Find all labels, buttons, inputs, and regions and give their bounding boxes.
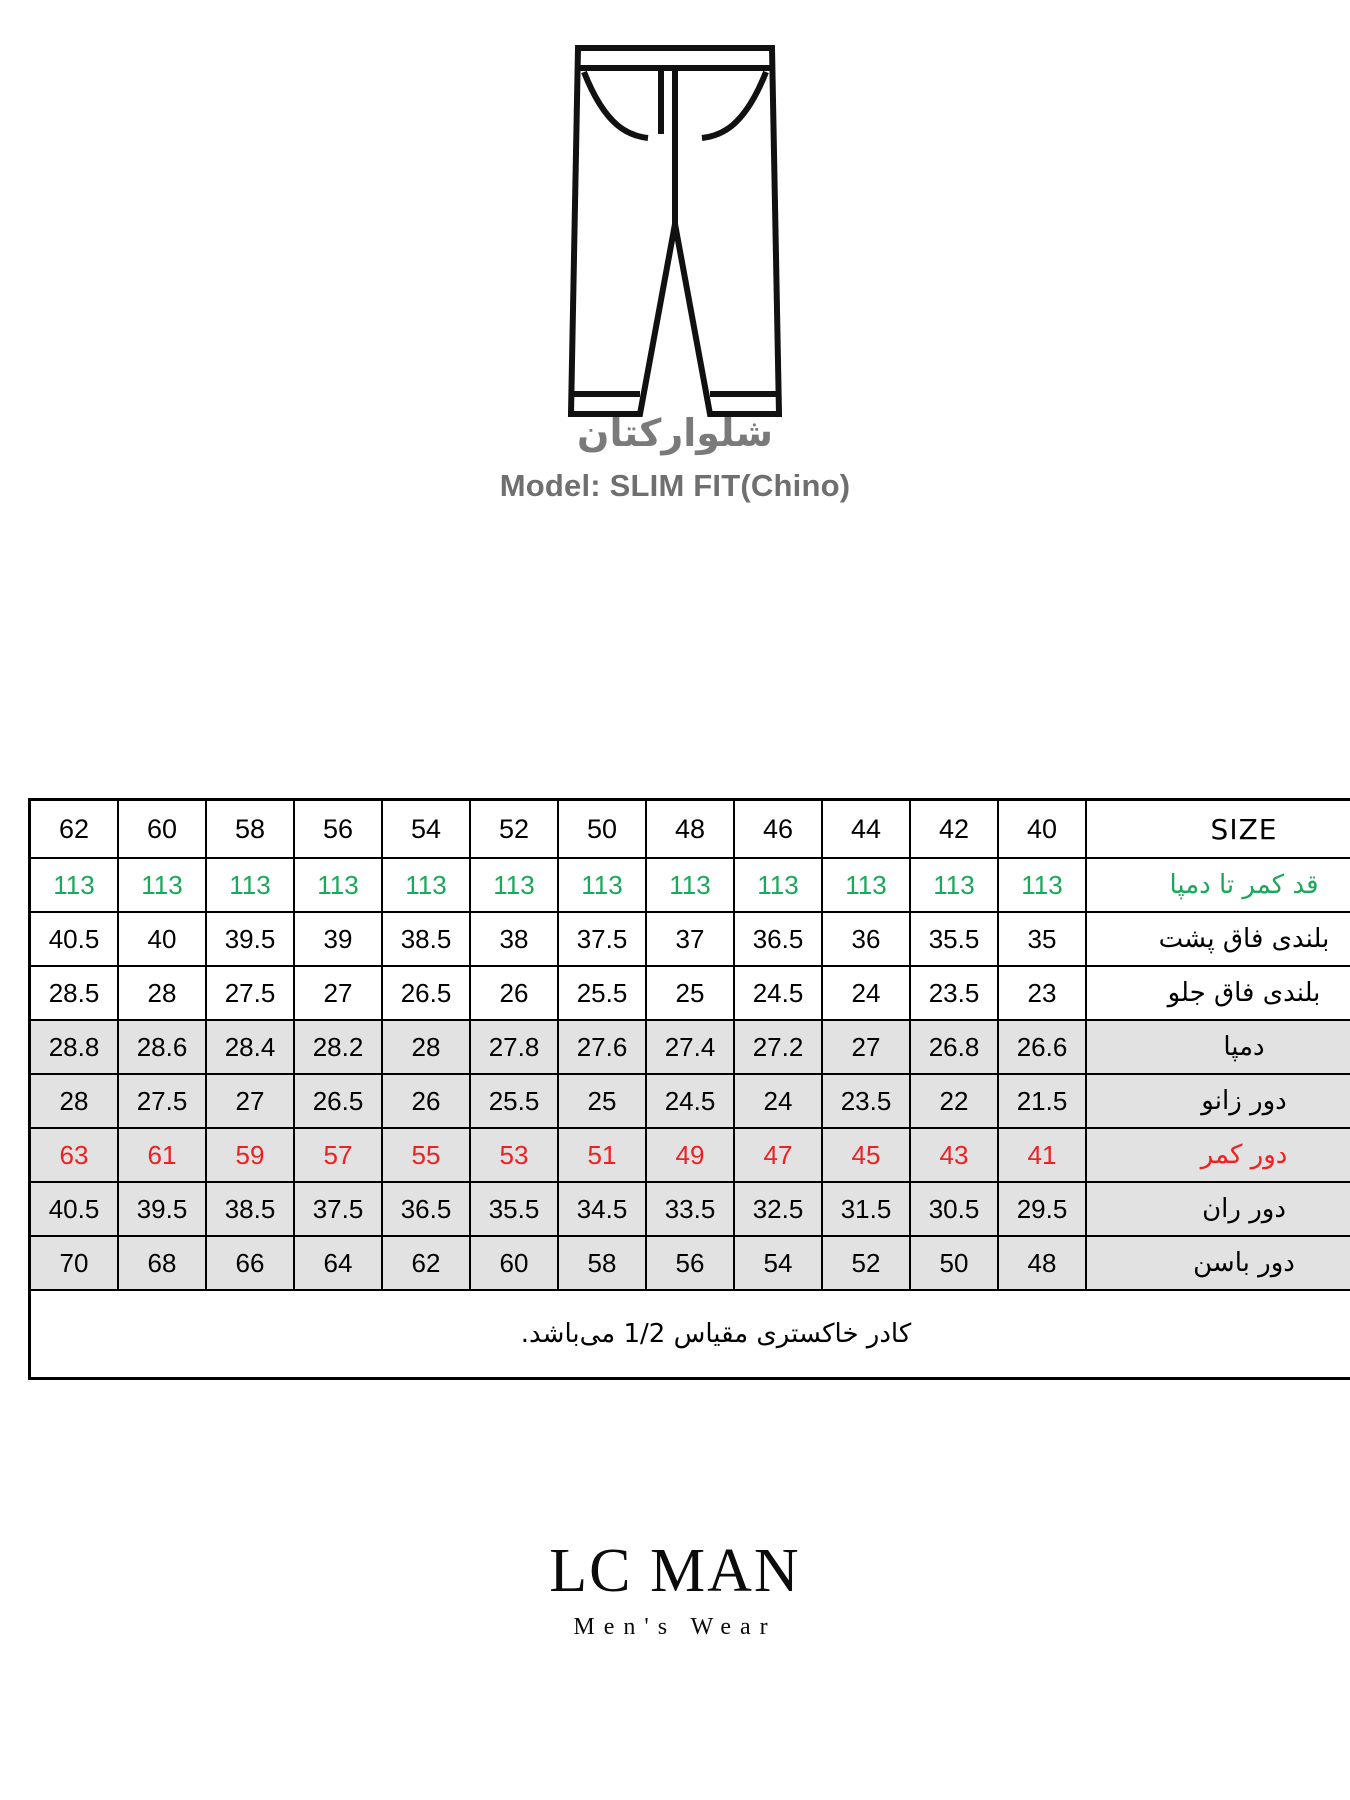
measure-cell: 64 <box>294 1236 382 1290</box>
measure-cell: 40 <box>118 912 206 966</box>
measure-cell: 22 <box>910 1074 998 1128</box>
brand-logo <box>0 1537 1350 1641</box>
header-size-cell: 46 <box>734 800 822 859</box>
header-size-cell: 54 <box>382 800 470 859</box>
measure-cell: 49 <box>646 1128 734 1182</box>
measure-cell: 113 <box>822 858 910 912</box>
size-table-wrapper <box>28 798 1330 1380</box>
measure-cell: 23 <box>998 966 1086 1020</box>
measure-cell: 113 <box>206 858 294 912</box>
measure-cell: 43 <box>910 1128 998 1182</box>
measure-cell: 113 <box>294 858 382 912</box>
measure-cell: 27 <box>294 966 382 1020</box>
measure-cell: 52 <box>822 1236 910 1290</box>
pants-illustration <box>0 0 1350 400</box>
measure-cell: 27.6 <box>558 1020 646 1074</box>
measure-cell: 40.5 <box>30 912 119 966</box>
measure-cell: 23.5 <box>910 966 998 1020</box>
table-row <box>30 1182 1350 1236</box>
header-size-label: SIZE <box>1086 800 1350 859</box>
measure-cell: 30.5 <box>910 1182 998 1236</box>
measure-cell: 24 <box>822 966 910 1020</box>
measure-cell: 27.8 <box>470 1020 558 1074</box>
table-row <box>30 966 1350 1020</box>
measure-cell: 26.8 <box>910 1020 998 1074</box>
header-size-cell: 60 <box>118 800 206 859</box>
measure-cell: 51 <box>558 1128 646 1182</box>
header-size-cell: 44 <box>822 800 910 859</box>
measure-cell: 28.2 <box>294 1020 382 1074</box>
measure-cell: 61 <box>118 1128 206 1182</box>
measure-cell: 36.5 <box>382 1182 470 1236</box>
measure-cell: 50 <box>910 1236 998 1290</box>
measure-cell: 36 <box>822 912 910 966</box>
header-size-cell: 42 <box>910 800 998 859</box>
measure-cell: 28.4 <box>206 1020 294 1074</box>
measure-cell: 113 <box>734 858 822 912</box>
measure-cell: 55 <box>382 1128 470 1182</box>
measure-cell: 113 <box>30 858 119 912</box>
measure-cell: 54 <box>734 1236 822 1290</box>
measure-cell: 27.5 <box>118 1074 206 1128</box>
measure-cell: 26 <box>382 1074 470 1128</box>
measure-cell: 25 <box>558 1074 646 1128</box>
table-row <box>30 1074 1350 1128</box>
measure-cell: 63 <box>30 1128 119 1182</box>
measure-cell: 25 <box>646 966 734 1020</box>
measure-cell: 26.6 <box>998 1020 1086 1074</box>
measure-cell: 25.5 <box>470 1074 558 1128</box>
header-size-cell: 40 <box>998 800 1086 859</box>
table-note-row <box>30 1290 1350 1379</box>
measure-cell: 35.5 <box>910 912 998 966</box>
measure-cell: 33.5 <box>646 1182 734 1236</box>
header-size-cell: 50 <box>558 800 646 859</box>
measure-cell: 28.8 <box>30 1020 119 1074</box>
table-row <box>30 1236 1350 1290</box>
measure-cell: 27 <box>206 1074 294 1128</box>
measure-cell: 58 <box>558 1236 646 1290</box>
measure-cell: 70 <box>30 1236 119 1290</box>
measure-cell: 27.5 <box>206 966 294 1020</box>
scale-note: کادر خاکستری مقیاس 1/2 می‌باشد. <box>30 1290 1350 1379</box>
size-table-header-row <box>30 800 1350 859</box>
product-model-line: Model: SLIM FIT(Chino) <box>499 467 851 503</box>
measure-cell: 113 <box>558 858 646 912</box>
title-block <box>0 410 1350 504</box>
measure-cell: 24.5 <box>646 1074 734 1128</box>
measure-cell: 113 <box>118 858 206 912</box>
measure-cell: 28 <box>118 966 206 1020</box>
measure-cell: 113 <box>998 858 1086 912</box>
measure-row-label: دور ران <box>1086 1182 1350 1236</box>
measure-cell: 24.5 <box>734 966 822 1020</box>
measure-row-label: بلندی فاق پشت <box>1086 912 1350 966</box>
table-row <box>30 912 1350 966</box>
measure-cell: 41 <box>998 1128 1086 1182</box>
measure-cell: 62 <box>382 1236 470 1290</box>
measure-cell: 21.5 <box>998 1074 1086 1128</box>
brand-tagline: Men's Wear <box>573 1614 777 1640</box>
measure-row-label: قد کمر تا دمپا <box>1086 858 1350 912</box>
measure-cell: 36.5 <box>734 912 822 966</box>
measure-cell: 32.5 <box>734 1182 822 1236</box>
measure-cell: 113 <box>646 858 734 912</box>
measure-cell: 28.6 <box>118 1020 206 1074</box>
measure-cell: 38 <box>470 912 558 966</box>
measure-cell: 28 <box>30 1074 119 1128</box>
measure-cell: 39.5 <box>118 1182 206 1236</box>
measure-cell: 27.4 <box>646 1020 734 1074</box>
measure-cell: 24 <box>734 1074 822 1128</box>
measure-cell: 113 <box>470 858 558 912</box>
measure-cell: 53 <box>470 1128 558 1182</box>
measure-cell: 26.5 <box>294 1074 382 1128</box>
measure-cell: 66 <box>206 1236 294 1290</box>
measure-cell: 113 <box>382 858 470 912</box>
measure-cell: 38.5 <box>206 1182 294 1236</box>
measure-cell: 27.2 <box>734 1020 822 1074</box>
size-table <box>28 798 1350 1380</box>
header-size-cell: 52 <box>470 800 558 859</box>
measure-row-label: دور باسن <box>1086 1236 1350 1290</box>
product-title-fa: شلوارکتان <box>577 411 773 455</box>
measure-cell: 56 <box>646 1236 734 1290</box>
brand-name: LC MAN <box>549 1537 801 1605</box>
measure-cell: 35 <box>998 912 1086 966</box>
measure-cell: 35.5 <box>470 1182 558 1236</box>
measure-cell: 28 <box>382 1020 470 1074</box>
measure-cell: 26.5 <box>382 966 470 1020</box>
measure-cell: 23.5 <box>822 1074 910 1128</box>
size-table-body <box>30 800 1350 1379</box>
header-size-cell: 62 <box>30 800 119 859</box>
measure-row-label: دمپا <box>1086 1020 1350 1074</box>
header-size-cell: 58 <box>206 800 294 859</box>
measure-cell: 37 <box>646 912 734 966</box>
measure-cell: 26 <box>470 966 558 1020</box>
measure-cell: 68 <box>118 1236 206 1290</box>
measure-cell: 57 <box>294 1128 382 1182</box>
table-row <box>30 1128 1350 1182</box>
measure-cell: 45 <box>822 1128 910 1182</box>
measure-cell: 113 <box>910 858 998 912</box>
measure-cell: 40.5 <box>30 1182 119 1236</box>
pants-line-drawing-icon <box>560 42 790 422</box>
measure-row-label: دور کمر <box>1086 1128 1350 1182</box>
measure-cell: 37.5 <box>558 912 646 966</box>
table-row <box>30 1020 1350 1074</box>
measure-cell: 37.5 <box>294 1182 382 1236</box>
measure-cell: 39.5 <box>206 912 294 966</box>
measure-cell: 60 <box>470 1236 558 1290</box>
measure-cell: 28.5 <box>30 966 119 1020</box>
header-size-cell: 56 <box>294 800 382 859</box>
measure-cell: 25.5 <box>558 966 646 1020</box>
measure-cell: 48 <box>998 1236 1086 1290</box>
header-size-cell: 48 <box>646 800 734 859</box>
measure-cell: 34.5 <box>558 1182 646 1236</box>
measure-cell: 38.5 <box>382 912 470 966</box>
measure-cell: 39 <box>294 912 382 966</box>
measure-row-label: بلندی فاق جلو <box>1086 966 1350 1020</box>
measure-cell: 59 <box>206 1128 294 1182</box>
measure-row-label: دور زانو <box>1086 1074 1350 1128</box>
measure-cell: 27 <box>822 1020 910 1074</box>
table-row <box>30 858 1350 912</box>
measure-cell: 47 <box>734 1128 822 1182</box>
measure-cell: 29.5 <box>998 1182 1086 1236</box>
measure-cell: 31.5 <box>822 1182 910 1236</box>
